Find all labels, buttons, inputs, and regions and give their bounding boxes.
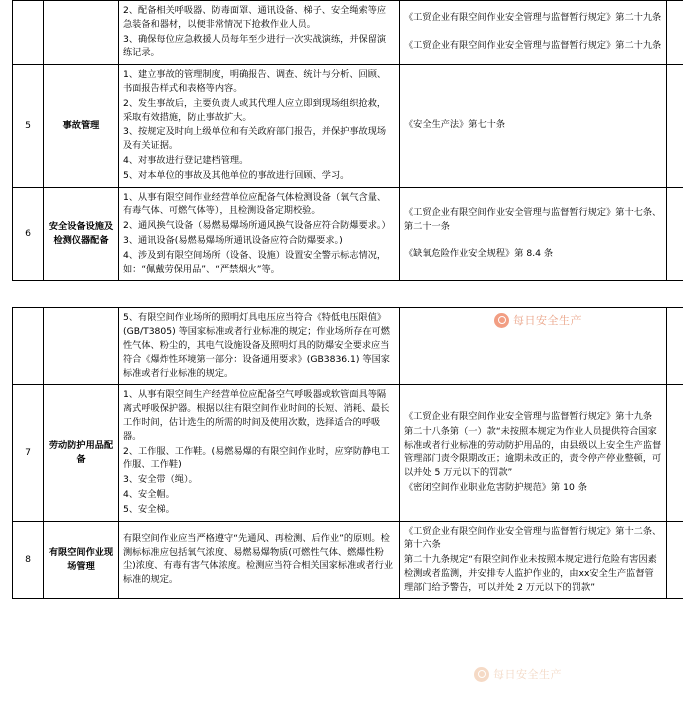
content-line: 2、发生事故后，主要负责人或其代理人应立即到现场组织抢救，采取有效措施，防止事故扩大。 [123, 97, 387, 123]
content-line: 5、有限空间作业场所的照明灯具电压应当符合《特低电压限值》(GB/T3805) 等国家标准或者行业标准的规定；作业场所存在可燃性气体、粉尘的，其电气设施设备及照明灯具的防爆安全要求应当符合《爆炸性环境第一部分：设备通用要求》(GB3836.1) 等国家标准或者行业标准的规定。 [123, 312, 390, 379]
basis-line: 《安全生产法》第七十条 [404, 119, 506, 131]
row-basis [400, 308, 667, 385]
row-category: 安全设备设施及检测仪器配备 [44, 187, 119, 281]
table-row [13, 187, 683, 281]
row-number [13, 308, 44, 385]
row-number: 5 [13, 65, 44, 187]
row-basis [400, 65, 667, 187]
table-top [12, 0, 683, 281]
row-basis [400, 187, 667, 281]
row-content [119, 385, 400, 521]
table-bottom [12, 307, 683, 599]
basis-line: 《工贸企业有限空间作业安全管理与监督暂行规定》第二十九条 [404, 40, 662, 52]
content-line: 5、安全梯。 [123, 503, 175, 515]
content-line: 5、对本单位的事故及其他单位的事故进行回顾、学习。 [123, 169, 350, 181]
content-line: 2、通风换气设备（易燃易爆场所通风换气设备应符合防爆要求。） [123, 220, 391, 232]
watermark-bottom [474, 666, 562, 682]
basis-line: 《工贸企业有限空间作业安全管理与监督暂行规定》第十九条 [404, 411, 653, 423]
row-number [13, 1, 44, 65]
row-category: 劳动防护用品配备 [44, 385, 119, 521]
row-remark [667, 521, 683, 599]
row-content [119, 1, 400, 65]
content-line: 3、安全带（绳）。 [123, 474, 198, 486]
row-category [44, 308, 119, 385]
content-line: 2、配备相关呼吸器、防毒面罩、通讯设备、梯子、安全绳索等应急装备和器材，以便非常情况下抢救作业人员。 [123, 5, 387, 30]
basis-line: 《缺氧危险作业安全规程》第 8.4 条 [404, 248, 554, 260]
row-content [119, 65, 400, 187]
row-number: 8 [13, 521, 44, 599]
content-line: 4、涉及到有限空间场所（设备、设施）设置安全警示标志情况，如：“佩戴劳保用品”、“严禁烟火”等。 [123, 249, 387, 275]
watermark-label: 每日安全生产 [513, 314, 582, 327]
row-basis [400, 521, 667, 599]
basis-line: 《工贸企业有限空间作业安全管理与监督暂行规定》第二十九条 [404, 12, 662, 24]
watermark-label: 每日安全生产 [493, 668, 562, 681]
content-line: 4、对事故进行登记建档管理。 [123, 154, 249, 166]
content-line: 3、按规定及时向上级单位和有关政府部门报告，并保护事故现场及有关证据。 [123, 126, 387, 152]
row-number: 6 [13, 187, 44, 281]
content-line: 1、从事有限空间生产经营单位应配备空气呼吸器或软管面具等隔离式呼吸保护器。根据以往有限空间作业时间的长短、消耗、最长工作时间，估计选生的所需的时间及使用次数，选择适合的呼吸器。 [123, 389, 390, 442]
row-remark [667, 65, 683, 187]
row-category [44, 1, 119, 65]
row-remark [667, 385, 683, 521]
row-content [119, 187, 400, 281]
table-row [13, 1, 683, 65]
row-category: 事故管理 [44, 65, 119, 187]
basis-line: 第二十九条规定“有限空间作业未按照本规定进行危险有害因素检测或者监测，并安排专人监护作业的，由xx安全生产监督管理部门给予警告，可以并处 2 万元以下的罚款” [404, 554, 657, 593]
row-remark [667, 187, 683, 281]
content-line: 3、确保每位应急救援人员每年至少进行一次实战演练，并保留演练记录。 [123, 33, 387, 59]
content-line: 2、工作服、工作鞋。(易燃易爆的有限空间作业时，应穿防静电工作服、工作鞋) [123, 445, 390, 471]
row-number: 7 [13, 385, 44, 521]
basis-line: 《密闭空间作业职业危害防护规范》第 10 条 [404, 482, 587, 493]
content-line: 1、建立事故的管理制度，明确报告、调查、统计与分析、回顾、书面报告样式和表格等内容。 [123, 69, 387, 94]
row-category: 有限空间作业现场管理 [44, 521, 119, 599]
row-basis [400, 385, 667, 521]
content-line: 3、通讯设备(易燃易爆场所通讯设备应符合防爆要求。) [123, 234, 343, 246]
table-row [13, 308, 683, 385]
row-remark [667, 308, 683, 385]
content-line: 1、从事有限空间作业经营单位应配备气体检测设备（氧气含量、有毒气体、可燃气体等），且检测设备定期校验。 [123, 191, 387, 217]
page-break-gap [0, 281, 683, 307]
row-basis [400, 1, 667, 65]
row-content [119, 308, 400, 385]
content-line: 有限空间作业应当严格遵守“先通风、再检测、后作业”的原则。检测标标准应包括氧气浓度、易燃易爆物质(可燃性气体、燃爆性粉尘)浓度、有毒有害气体浓度。检测应当符合相关国家标准或者行业标准的规定。 [123, 532, 394, 586]
content-line: 4、安全帽。 [123, 488, 175, 500]
table-row [13, 521, 683, 599]
basis-line: 《工贸企业有限空间作业安全管理与监督暂行规定》第十二条、第十六条 [404, 525, 662, 551]
row-content [119, 521, 400, 599]
wechat-badge-icon [474, 667, 489, 682]
basis-line: 第二十八条第（一）款“未按照本规定为作业人员提供符合国家标准或者行业标准的劳动防护用品的，由县级以上安全生产监督管理部门责令限期改正；逾期未改正的，责令停产停业整顿，可以并处 5 万元以下的罚款” [404, 425, 662, 479]
basis-line: 《工贸企业有限空间作业安全管理与监督暂行规定》第十七条、第二十一条 [404, 206, 662, 232]
table-row [13, 65, 683, 187]
row-remark [667, 1, 683, 65]
table-row [13, 385, 683, 521]
